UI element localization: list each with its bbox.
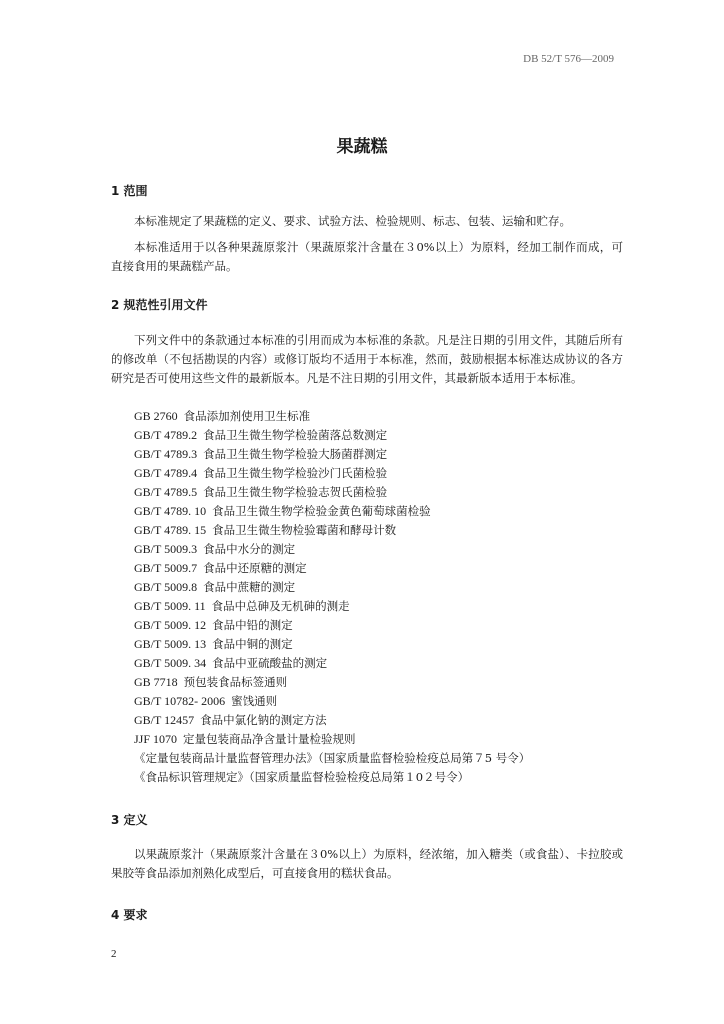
- reference-item: [134, 502, 530, 521]
- reference-code: GB/T 4789.3: [134, 447, 198, 461]
- reference-title: 食品中铜的测定: [212, 637, 293, 651]
- section-heading-definition: 3 定义: [111, 813, 148, 827]
- reference-title: 食品中总砷及无机砷的测走: [211, 599, 350, 613]
- reference-item: [134, 597, 530, 616]
- reference-item: [134, 578, 530, 597]
- reference-code: GB/T 12457: [134, 713, 195, 727]
- reference-code: GB/T 5009.7: [134, 561, 198, 575]
- definition-paragraph: 以果蔬原浆汁（果蔬原浆汁含量在３0%以上）为原料，经浓缩，加入糖类（或食盐）、卡拉胶或果胶等食品添加剂熟化成型后，可直接食用的糕状食品。: [111, 847, 623, 880]
- section-heading-requirements: 4 要求: [111, 908, 148, 922]
- reference-code: GB/T 5009. 34: [134, 656, 207, 670]
- reference-list: [134, 407, 530, 787]
- reference-title: 食品中还原糖的测定: [203, 561, 307, 575]
- section-heading-scope: 1 范围: [111, 184, 148, 198]
- reference-item: [134, 483, 530, 502]
- page-number: 2: [111, 948, 117, 960]
- reference-item: [134, 692, 530, 711]
- section-heading-references: 2 规范性引用文件: [111, 298, 208, 312]
- reference-item: [134, 654, 530, 673]
- reference-code: GB/T 5009.3: [134, 542, 198, 556]
- reference-code: GB 7718: [134, 675, 178, 689]
- reference-code: GB/T 5009. 12: [134, 618, 207, 632]
- reference-title: 蜜饯通则: [231, 694, 278, 708]
- reference-title: 食品卫生微生物检验霉菌和酵母计数: [212, 523, 397, 537]
- scope-paragraph-2: 本标准适用于以各种果蔬原浆汁（果蔬原浆汁含量在３0%以上）为原料，经加工制作而成，可直接食用的果蔬糕产品。: [111, 240, 623, 273]
- reference-code: GB/T 4789. 15: [134, 523, 207, 537]
- reference-code: GB/T 5009. 13: [134, 637, 207, 651]
- reference-code: GB 2760: [134, 409, 178, 423]
- reference-item: [134, 673, 530, 692]
- reference-title: 定量包装商品净含量计量检验规则: [183, 732, 356, 746]
- reference-title: 《定量包装商品计量监督管理办法》（国家质量监督检验检疫总局第７5 号令）: [134, 751, 531, 765]
- reference-item: [134, 445, 530, 464]
- reference-title: 食品卫生微生物学检验沙门氏菌检验: [203, 466, 388, 480]
- document-title: 果蔬糕: [336, 137, 388, 157]
- reference-code: GB/T 4789. 10: [134, 504, 207, 518]
- reference-code: JJF 1070: [134, 732, 178, 746]
- reference-code: GB/T 5009. 11: [134, 599, 206, 613]
- reference-title: 食品中水分的测定: [203, 542, 296, 556]
- reference-title: 《食品标识管理规定》（国家质量监督检验检疫总局第１0２号令）: [134, 770, 470, 784]
- reference-item: [134, 426, 530, 445]
- reference-item: [134, 730, 530, 749]
- reference-item: [134, 768, 530, 787]
- reference-code: GB/T 4789.4: [134, 466, 198, 480]
- reference-item: [134, 407, 530, 426]
- document-code: DB 52/T 576—2009: [523, 53, 614, 65]
- reference-title: 食品卫生微生物学检验大肠菌群测定: [203, 447, 388, 461]
- reference-item: [134, 464, 530, 483]
- reference-item: [134, 635, 530, 654]
- reference-item: [134, 616, 530, 635]
- reference-code: GB/T 4789.2: [134, 428, 198, 442]
- reference-title: 食品卫生微生物学检验志贺氏菌检验: [203, 485, 388, 499]
- reference-item: [134, 540, 530, 559]
- reference-title: 食品卫生微生物学检验金黄色葡萄球菌检验: [212, 504, 431, 518]
- reference-code: GB/T 5009.8: [134, 580, 198, 594]
- reference-title: 食品卫生微生物学检验菌落总数测定: [203, 428, 388, 442]
- references-intro-paragraph: 下列文件中的条款通过本标准的引用而成为本标准的条款。凡是注日期的引用文件，其随后所有的修改单（不包括勘误的内容）或修订版均不适用于本标准，然而，鼓励根据本标准达成协议的各方研究是否可使用这些文件的最新版本。凡是不注日期的引用文件，其最新版本适用于本标准。: [111, 333, 623, 385]
- reference-item: [134, 521, 530, 540]
- reference-item: [134, 559, 530, 578]
- reference-title: 食品中亚硫酸盐的测定: [212, 656, 328, 670]
- reference-title: 预包装食品标签通则: [183, 675, 288, 689]
- scope-paragraph-1: 本标准规定了果蔬糕的定义、要求、试验方法、检验规则、标志、包装、运输和贮存。: [134, 214, 571, 228]
- reference-title: 食品中氯化钠的测定方法: [200, 713, 327, 727]
- reference-title: 食品中蔗糖的测定: [203, 580, 296, 594]
- reference-code: GB/T 10782- 2006: [134, 694, 226, 708]
- reference-code: GB/T 4789.5: [134, 485, 198, 499]
- reference-title: 食品中铅的测定: [212, 618, 293, 632]
- reference-item: [134, 711, 530, 730]
- reference-title: 食品添加剂使用卫生标准: [183, 409, 311, 423]
- reference-item: [134, 749, 530, 768]
